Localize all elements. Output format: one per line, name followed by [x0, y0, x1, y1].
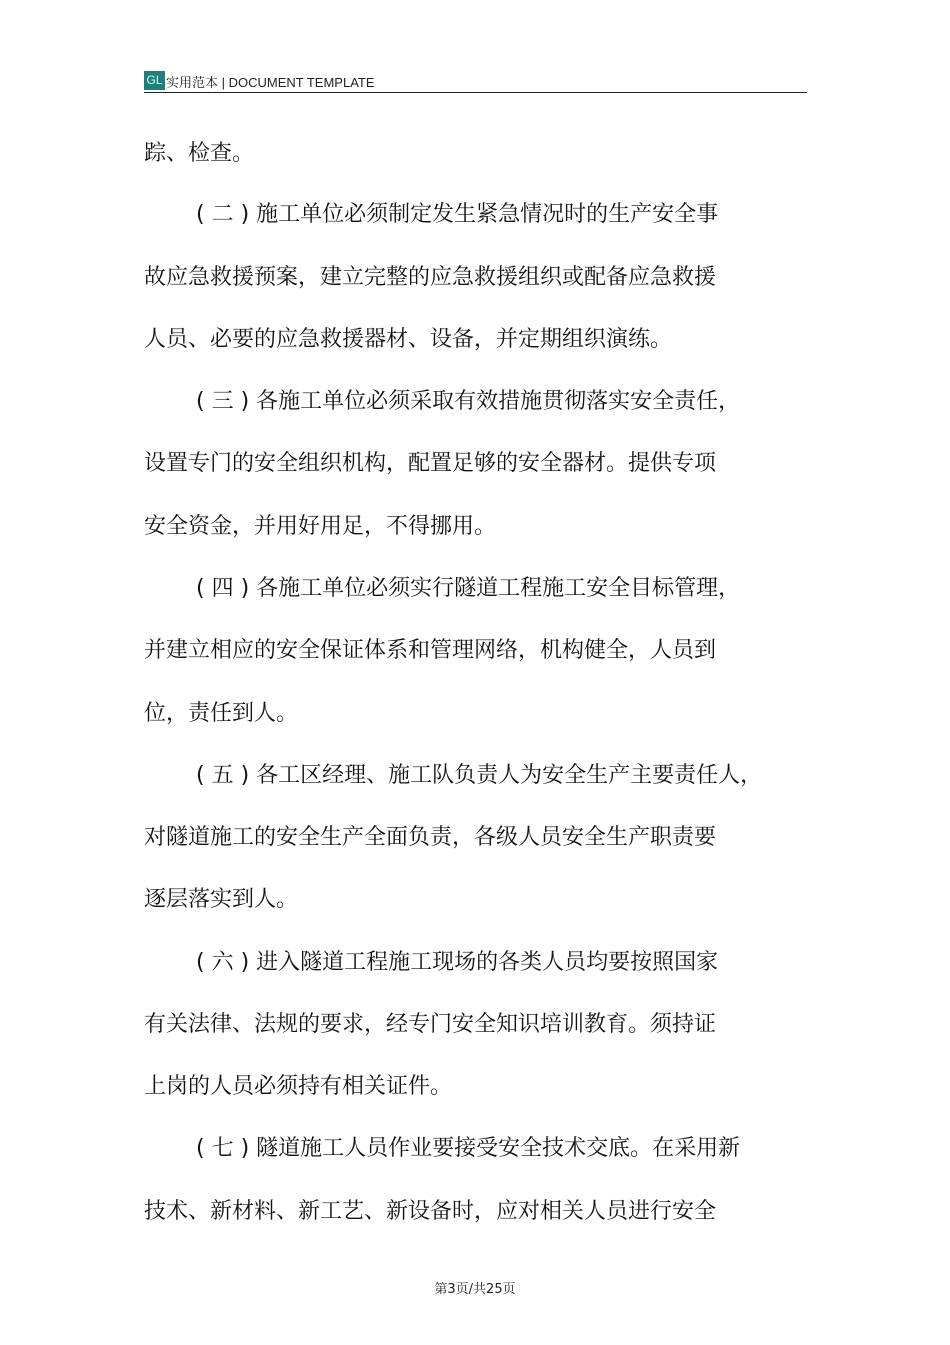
text-line: ( 五 ) 各工区经理、施工队负责人为安全生产主要责任人， [196, 763, 763, 788]
logo-icon: GL [144, 71, 165, 90]
text-line: ( 四 ) 各施工单位必须实行隧道工程施工安全目标管理， [196, 576, 741, 601]
text-line: 对隧道施工的安全生产全面负责，各级人员安全生产职责要 [144, 825, 717, 850]
text-line: 上岗的人员必须持有相关证件。 [144, 1074, 453, 1099]
text-line: 技术、新材料、新工艺、新设备时，应对相关人员进行安全 [144, 1199, 717, 1224]
text-line: 安全资金，并用好用足，不得挪用。 [144, 514, 497, 539]
text-line: ( 二 ) 施工单位必须制定发生紧急情况时的生产安全事 [196, 202, 719, 227]
text-line: 踪、检查。 [144, 141, 255, 166]
text-line: 设置专门的安全组织机构，配置足够的安全器材。提供专项 [144, 451, 717, 476]
page-number: 第3页/共25页 [434, 1282, 516, 1297]
page-header [144, 70, 807, 93]
text-line: 位，责任到人。 [144, 701, 299, 726]
text-line: 逐层落实到人。 [144, 887, 299, 912]
text-line: 人员、必要的应急救援器材、设备，并定期组织演练。 [144, 327, 673, 352]
text-line: ( 六 ) 进入隧道工程施工现场的各类人员均要按照国家 [196, 950, 719, 975]
text-line: ( 三 ) 各施工单位必须采取有效措施贯彻落实安全责任， [196, 389, 741, 414]
text-line: 有关法律、法规的要求，经专门安全知识培训教育。须持证 [144, 1012, 717, 1037]
text-line: 故应急救援预案，建立完整的应急救援组织或配备应急救援 [144, 265, 717, 290]
header-title: 实用范本 | DOCUMENT TEMPLATE [166, 75, 375, 90]
text-line: ( 七 ) 隧道施工人员作业要接受安全技术交底。在采用新 [196, 1136, 741, 1161]
text-line: 并建立相应的安全保证体系和管理网络，机构健全，人员到 [144, 638, 717, 663]
